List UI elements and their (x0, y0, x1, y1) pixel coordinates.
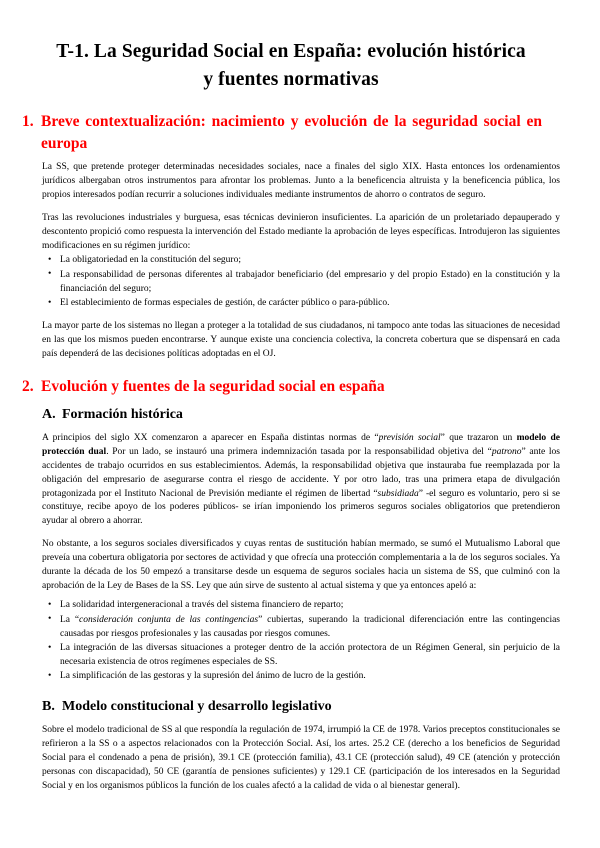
subsection-a-bullet-list (22, 599, 560, 684)
list-item-run: La solidaridad intergeneracional a través del sistema financiero de reparto; (60, 600, 344, 611)
emphasis-consideracion-conjunta: consideración conjunta de las contingencias (79, 614, 259, 625)
section-1-heading-text: Breve contextualización: nacimiento y evolución de la seguridad social en europa (41, 113, 542, 153)
section-1-heading (22, 111, 542, 154)
document-title: T-1. La Seguridad Social en España: evolución histórica y fuentes normativas (56, 41, 526, 90)
para-run: . Por un lado, se instauró una primera indemnización tasada por la responsabilidad objetiva del “ (106, 446, 492, 457)
list-item (48, 642, 560, 670)
subsection-a-paragraph-2: No obstante, a los seguros sociales diversificados y cuyas rentas de sustitución habían mermado, se sumó el Mutualismo Laboral que preveía una cobertura obligatoria por sectores de actividad y que ofrecía una protección complementaria a la de los seguros sociales. Ya durante la década de los 50 empezó a transitarse desde un esquema de seguros sociales hacia un sistema de SS, que culminó con la aprobación de la Ley de Bases de la SS. Ley que aún sirve de sustento al actual sistema y que ya entonces apeló a: (42, 539, 560, 592)
section-1-number: 1. (22, 113, 34, 131)
para-run: ” -el seguro es voluntario, pero si se constituye, recibe apoyo de los poderes públicos- se irían imponiendo los primeros seguros sociales obligatorios que pretendieron ayudar al obrero a ahorrar. (42, 488, 561, 527)
strong-modelo-proteccion-dual: modelo de protección dual (42, 432, 560, 457)
subsection-b-paragraph-1: Sobre el modelo tradicional de SS al que respondía la regulación de 1974, irrumpió la CE de 1978. Varios preceptos constitucionales se refirieron a la SS o a aspectos relacionados con la Protección Social. Así, los artes. 25.2 CE (derecho a los beneficios de Seguridad Social para el condenado a pena de prisión), 39.1 CE (protección familia), 43.1 CE (protección salud), 49 CE (atención y protección personas con discapacidad), 50 CE (garantía de pensiones suficientes) y 129.1 CE (participación de los interesados en la Seguridad Social y en los organismos públicos la función de los cuales afectó a la calidad de vida o al bienestar general). (42, 725, 560, 792)
section-1-paragraph-1: La SS, que pretende proteger determinadas necesidades sociales, nace a finales del siglo XIX. Hasta entonces los ordenamientos jurídicos albergaban otros instrumentos para afrontar los problemas. Junto a la beneficencia altruista y la beneficencia pública, los propios interesados podían recurrir a soluciones individuales mediante instrumentos de ahorro o contratos de seguro. (42, 161, 560, 200)
list-item: • La responsabilidad de personas diferentes al trabajador beneficiario (del empresario y del propio Estado) en la constitución y la financiación del seguro; (48, 269, 560, 297)
emphasis-subsidiada: subsidiada (377, 488, 419, 499)
subsection-b-heading-text: Modelo constitucional y desarrollo legislativo (62, 699, 332, 715)
para-run: ” que trazaron un (440, 432, 517, 443)
subsection-a-letter: A. (42, 406, 56, 422)
list-item-run: La simplificación de las gestoras y la supresión del ánimo de lucro de la gestión. (60, 671, 366, 682)
list-item: • El establecimiento de formas especiales de gestión, de carácter público o para-público. (48, 297, 560, 311)
section-2-number: 2. (22, 378, 34, 396)
list-item-run: La integración de las diversas situaciones a proteger dentro de la acción protectora de un Régimen General, sin perjuicio de la necesaria existencia de otros regímenes especiales de SS. (60, 643, 560, 668)
list-item (48, 670, 560, 684)
para-run: A principios del siglo XX comenzaron a aparecer en España distintas normas de “ (42, 432, 379, 443)
subsection-a-heading-text: Formación histórica (62, 406, 183, 422)
subsection-a-heading (42, 406, 560, 425)
subsection-b-letter: B. (42, 699, 55, 715)
emphasis-patrono: patrono (491, 446, 522, 457)
section-1-paragraph-3: La mayor parte de los sistemas no llegan a proteger a la totalidad de sus ciudadanos, ni tampoco ante todas las situaciones de necesidad en las que los mismos pueden encontrarse. Y aunque existe una conciencia colectiva, la concreta cobertura que se dispensará en cada país dependerá de las decisiones políticas adoptadas en el OJ. (42, 321, 560, 360)
list-item-run: La “ (60, 614, 80, 625)
list-item-run: ” cubiertas, superando la tradicional diferenciación entre las contingencias causadas por riesgos profesionales y las causadas por riesgos comunes. (60, 614, 560, 639)
section-1-paragraph-2: Tras las revoluciones industriales y burguesa, esas técnicas devinieron insuficientes. La aparición de un proletariado depauperado y descontento propició como respuesta la intervención del Estado mediante la aprobación de leyes específicas. Introdujeron las siguientes modificaciones en su régimen jurídico: (42, 212, 560, 251)
list-item: • La obligatoriedad en la constitución del seguro; (48, 254, 560, 268)
subsection-b-heading (42, 698, 560, 717)
subsection-a-paragraph-1 (22, 432, 560, 530)
para-run: ” ante los accidentes de trabajo ocurridos en sus establecimientos. Además, la responsabilidad objetiva que instauraba fue reemplazada por la obligación del empresario de asegurarse contra el riesgo de accidente. Y por otro lado, tras una primera etapa de divulgación protagonizada por el Instituto Nacional de Previsión mediante el régimen de libertad “ (42, 446, 560, 499)
list-item (48, 614, 560, 642)
section-2-heading-text: Evolución y fuentes de la seguridad social en españa (41, 378, 385, 396)
list-item (48, 599, 560, 613)
section-1-bullet-list (22, 254, 560, 311)
section-2-heading (22, 376, 542, 398)
emphasis-prevision-social: previsión social (378, 432, 441, 443)
